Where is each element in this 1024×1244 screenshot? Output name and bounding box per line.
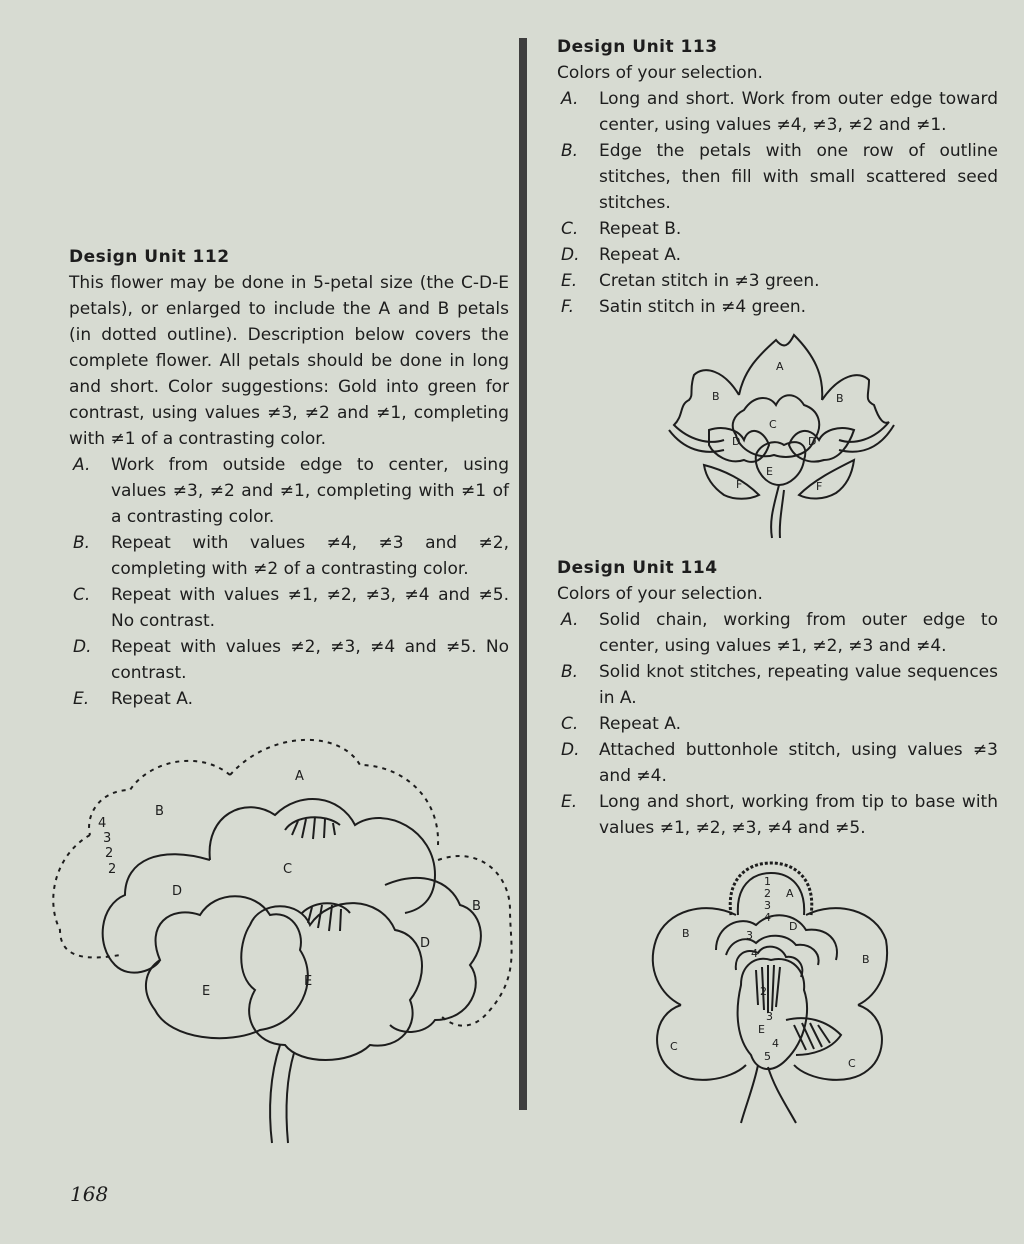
petal-label-b: B xyxy=(472,899,481,914)
instruction-item xyxy=(557,242,998,268)
value-label: 3 xyxy=(103,831,112,846)
unit-114-title: Design Unit 114 xyxy=(557,558,718,578)
value-label: 2 xyxy=(764,887,771,900)
petal-label-e: E xyxy=(202,984,211,999)
value-label: 3 xyxy=(746,929,753,942)
petal-label-f: F xyxy=(816,480,823,493)
petal-label-c: C xyxy=(848,1057,856,1070)
petal-label-c: C xyxy=(670,1040,678,1053)
value-label: 4 xyxy=(772,1037,779,1050)
instruction-item xyxy=(557,86,998,138)
petal-label-d: D xyxy=(808,435,817,448)
item-letter: E. xyxy=(561,792,578,812)
item-text: Solid knot stitches, repeating value sequences in A. xyxy=(599,662,998,708)
item-text: Repeat with values ≠4, ≠3 and ≠2, completing with ≠2 of a contrasting color. xyxy=(111,533,509,579)
unit-114-instructions xyxy=(557,607,998,841)
item-letter: F. xyxy=(561,297,574,317)
item-letter: E. xyxy=(73,689,90,709)
item-letter: A. xyxy=(73,455,91,475)
petal-label-a: A xyxy=(776,360,784,373)
item-text: Solid chain, working from outer edge to center, using values ≠1, ≠2, ≠3 and ≠4. xyxy=(599,610,998,656)
value-label: 4 xyxy=(98,816,107,831)
value-label: 1 xyxy=(764,875,771,888)
flower-112-illustration xyxy=(40,735,530,1145)
value-label: 2 xyxy=(760,985,767,998)
unit-113-title: Design Unit 113 xyxy=(557,37,718,57)
petal-label-d: D xyxy=(172,884,183,899)
petal-label-b: B xyxy=(155,804,164,819)
instruction-item xyxy=(69,530,509,582)
item-letter: C. xyxy=(561,714,579,734)
instruction-item xyxy=(69,634,509,686)
item-letter: A. xyxy=(561,610,579,630)
unit-113-instructions xyxy=(557,86,998,320)
item-letter: C. xyxy=(73,585,91,605)
page-number: 168 xyxy=(70,1182,109,1206)
petal-label-a: A xyxy=(295,769,304,784)
item-letter: B. xyxy=(561,141,579,161)
petal-label-e: E xyxy=(304,974,313,989)
value-label: 5 xyxy=(764,1050,771,1063)
petal-label-b: B xyxy=(682,927,690,940)
item-text: Repeat with values ≠1, ≠2, ≠3, ≠4 and ≠5. No contrast. xyxy=(111,585,509,631)
item-text: Repeat A. xyxy=(599,245,681,265)
instruction-item xyxy=(69,452,509,530)
item-text: Edge the petals with one row of outline stitches, then fill with small scattered seed stitches. xyxy=(599,141,998,213)
item-letter: D. xyxy=(73,637,92,657)
item-text: Long and short. Work from outer edge toward center, using values ≠4, ≠3, ≠2 and ≠1. xyxy=(599,89,998,135)
instruction-item xyxy=(557,216,998,242)
petal-label-b: B xyxy=(836,392,844,405)
instruction-item xyxy=(557,659,998,711)
item-letter: C. xyxy=(561,219,579,239)
value-label: 2 xyxy=(108,862,117,877)
petal-label-b: B xyxy=(862,953,870,966)
item-letter: D. xyxy=(561,740,580,760)
instruction-item xyxy=(557,789,998,841)
item-text: Cretan stitch in ≠3 green. xyxy=(599,271,820,291)
petal-label-d: D xyxy=(732,435,741,448)
instruction-item xyxy=(557,294,998,320)
petal-label-e: E xyxy=(758,1023,765,1036)
petal-label-a: A xyxy=(786,887,794,900)
item-text: Work from outside edge to center, using values ≠3, ≠2 and ≠1, completing with ≠1 of a contrasting color. xyxy=(111,455,509,527)
petal-label-d: D xyxy=(420,936,431,951)
item-text: Repeat A. xyxy=(599,714,681,734)
petal-label-f: F xyxy=(736,478,743,491)
flower-113-illustration xyxy=(664,330,900,540)
item-text: Long and short, working from tip to base with values ≠1, ≠2, ≠3, ≠4 and ≠5. xyxy=(599,792,998,838)
item-text: Repeat B. xyxy=(599,219,682,239)
petal-label-e: E xyxy=(766,465,773,478)
instruction-item xyxy=(557,737,998,789)
petal-label-b: B xyxy=(712,390,720,403)
design-unit-112 xyxy=(69,244,509,712)
petal-label-c: C xyxy=(769,418,777,431)
value-label: 3 xyxy=(766,1010,773,1023)
item-letter: A. xyxy=(561,89,579,109)
value-label: 2 xyxy=(105,846,114,861)
item-text: Satin stitch in ≠4 green. xyxy=(599,297,807,317)
unit-114-intro: Colors of your selection. xyxy=(557,584,763,604)
instruction-item xyxy=(69,686,509,712)
petal-label-c: C xyxy=(283,862,293,877)
instruction-item xyxy=(69,582,509,634)
value-label: 3 xyxy=(764,899,771,912)
instruction-item xyxy=(557,711,998,737)
item-text: Repeat A. xyxy=(111,689,193,709)
instruction-item xyxy=(557,268,998,294)
item-letter: D. xyxy=(561,245,580,265)
instruction-item xyxy=(557,607,998,659)
item-text: Attached buttonhole stitch, using values ≠3 and ≠4. xyxy=(599,740,998,786)
unit-112-intro: This flower may be done in 5-petal size (the C-D-E petals), or enlarged to include the A and B petals (in dotted outline). Description below covers the complete flower. All petals should be done in long and short. Color suggestions: Gold into green for contrast, using values ≠3, ≠2 and ≠1, completing with ≠1 of a contrasting color. xyxy=(69,273,509,449)
unit-112-instructions xyxy=(69,452,509,712)
unit-113-intro: Colors of your selection. xyxy=(557,63,763,83)
instruction-item xyxy=(557,138,998,216)
item-letter: B. xyxy=(561,662,579,682)
design-unit-114 xyxy=(557,555,998,841)
item-letter: B. xyxy=(73,533,91,553)
flower-114-illustration xyxy=(646,855,891,1125)
value-label: 4 xyxy=(764,911,771,924)
design-unit-113 xyxy=(557,34,998,320)
value-label: 4 xyxy=(751,947,758,960)
item-letter: E. xyxy=(561,271,578,291)
petal-label-d: D xyxy=(789,920,798,933)
unit-112-title: Design Unit 112 xyxy=(69,247,230,267)
item-text: Repeat with values ≠2, ≠3, ≠4 and ≠5. No contrast. xyxy=(111,637,509,683)
